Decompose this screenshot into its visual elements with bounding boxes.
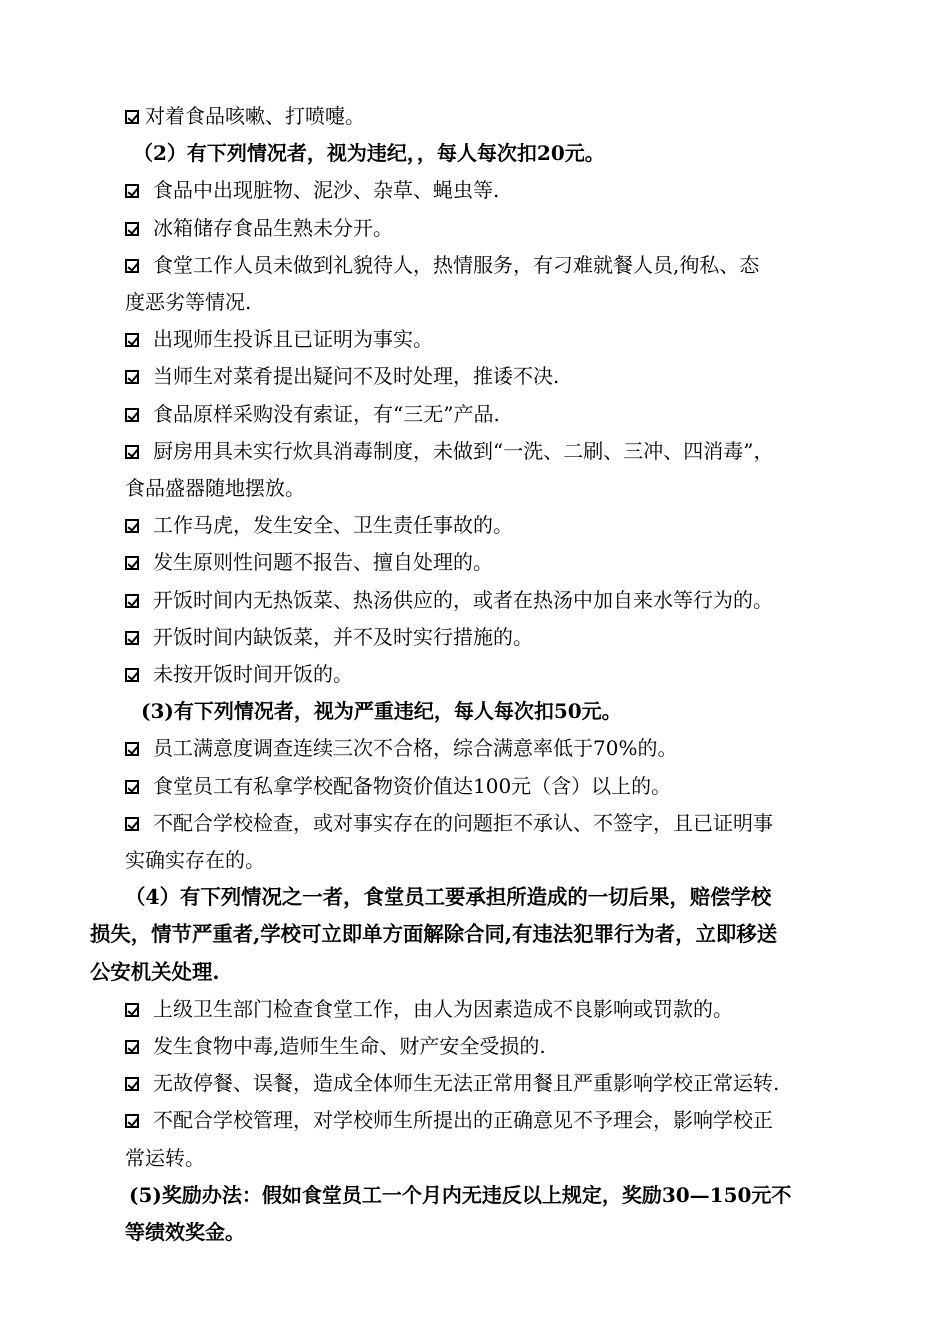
checkbox-icon (125, 1077, 139, 1091)
list-item-continuation: 食品盛器随地摆放。 (125, 476, 305, 501)
checkbox-icon (125, 184, 139, 198)
section-heading-5-line-2: 等绩效奖金。 (125, 1220, 245, 1245)
list-item-continuation: 度恶劣等情况. (125, 290, 252, 315)
checkbox-icon (125, 222, 139, 236)
list-item: 员工满意度调查连续三次不合格，综合满意率低于70%的。 (125, 730, 870, 767)
list-item: 不配合学校检查，或对事实存在的问题拒不承认、不签字，且已证明事 (125, 805, 870, 842)
section-heading-5-line-1: (5)奖励办法：假如食堂员工一个月内无违反以上规定，奖励30—150元不 (129, 1182, 792, 1207)
checkbox-icon (125, 817, 139, 831)
list-item: 上级卫生部门检查食堂工作，由人为因素造成不良影响或罚款的。 (125, 991, 870, 1028)
list-item: 出现师生投诉且已证明为事实。 (125, 321, 870, 358)
checkbox-icon (125, 519, 139, 533)
list-item: 不配合学校管理，对学校师生所提出的正确意见不予理会，影响学校正 (125, 1102, 870, 1139)
checkbox-icon (125, 668, 139, 682)
document-body (90, 98, 870, 1251)
section-heading-2: （2）有下列情况者，视为违纪，，每人每次扣20元。 (133, 141, 605, 166)
list-item: 工作马虎，发生安全、卫生责任事故的。 (125, 507, 870, 544)
checkbox-icon (125, 594, 139, 608)
list-item-continuation: 常运转。 (125, 1145, 205, 1170)
checkbox-icon (125, 445, 139, 459)
checkbox-icon (125, 333, 139, 347)
checkbox-icon (125, 780, 139, 794)
list-item: 对着食品咳嗽、打喷嚏。 (125, 98, 870, 135)
section-heading-4-line-2: 损失，情节严重者,学校可立即单方面解除合同,有违法犯罪行为者，立即移送 (90, 922, 778, 947)
checkbox-icon (125, 1040, 139, 1054)
checkbox-icon (125, 556, 139, 570)
list-item: 冰箱储存食品生熟未分开。 (125, 210, 870, 247)
section-heading-3: (3)有下列情况者，视为严重违纪，每人每次扣50元。 (141, 699, 622, 724)
list-item: 开饭时间内缺饭菜，并不及时实行措施的。 (125, 619, 870, 656)
checkbox-icon (125, 1114, 139, 1128)
section-heading-4-line-1: （4）有下列情况之一者，食堂员工要承担所造成的一切后果，赔偿学校 (125, 885, 772, 910)
list-item: 未按开饭时间开饭的。 (125, 656, 870, 693)
checkbox-icon (125, 370, 139, 384)
list-item: 发生原则性问题不报告、擅自处理的。 (125, 544, 870, 581)
checkbox-icon (125, 110, 139, 124)
checkbox-icon (125, 259, 139, 273)
checkbox-icon (125, 408, 139, 422)
checkbox-icon (125, 1003, 139, 1017)
list-item: 食品原样采购没有索证，有“三无”产品. (125, 396, 870, 433)
list-item: 发生食物中毒,造师生生命、财产安全受损的. (125, 1028, 870, 1065)
list-item: 食堂工作人员未做到礼貌待人，热情服务，有刁难就餐人员,徇私、态 (125, 247, 870, 284)
list-item: 食品中出现脏物、泥沙、杂草、蝇虫等. (125, 172, 870, 209)
checkbox-icon (125, 742, 139, 756)
list-item: 厨房用具未实行炊具消毒制度，未做到“一洗、二刷、三冲、四消毒”， (125, 433, 870, 470)
list-item: 开饭时间内无热饭菜、热汤供应的，或者在热汤中加自来水等行为的。 (125, 582, 870, 619)
list-item: 食堂员工有私拿学校配备物资价值达100元（含）以上的。 (125, 768, 870, 805)
list-item: 当师生对菜肴提出疑问不及时处理，推诿不决. (125, 358, 870, 395)
list-item-continuation: 实确实存在的。 (125, 848, 265, 873)
section-heading-4-line-3: 公安机关处理. (90, 959, 220, 984)
list-item: 无故停餐、误餐，造成全体师生无法正常用餐且严重影响学校正常运转. (125, 1065, 870, 1102)
checkbox-icon (125, 631, 139, 645)
